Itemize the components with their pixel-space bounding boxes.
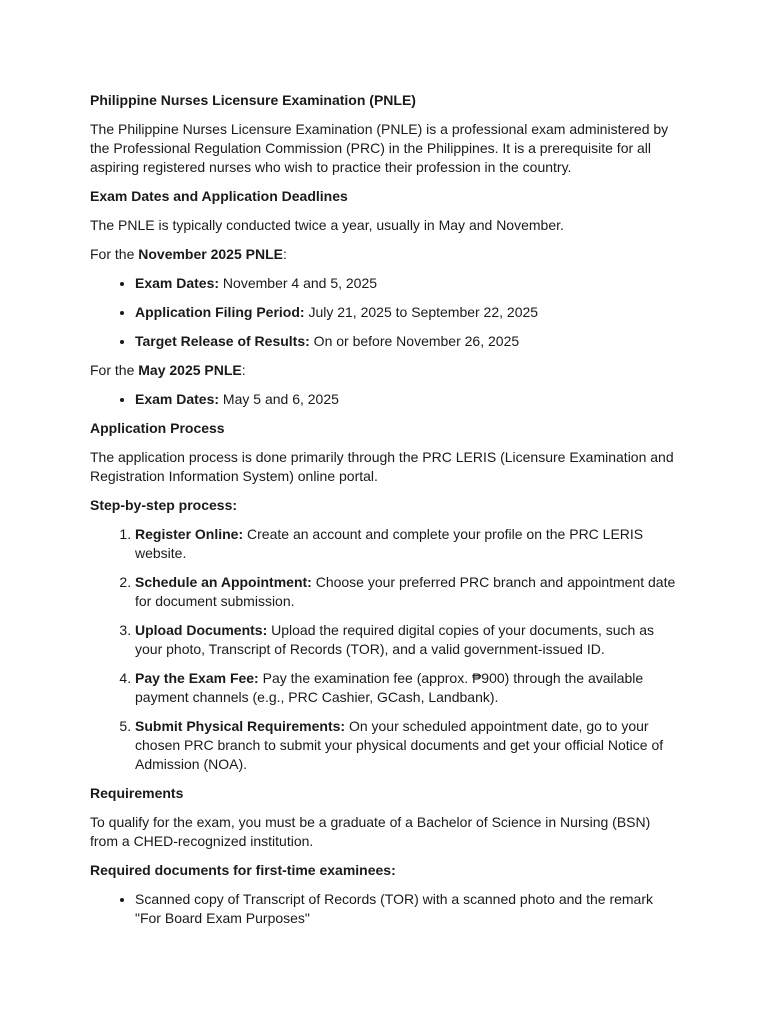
may-intro: For the May 2025 PNLE: (90, 362, 246, 378)
document-page (90, 91, 680, 938)
docs-list (90, 890, 680, 928)
intro-paragraph: The Philippine Nurses Licensure Examination (PNLE) is a professional exam administered by the Professional Regulation Commission (PRC) in the Philippines. It is a prerequisite for all aspiring registered nurses who wish to practice their profession in the country. (90, 121, 669, 175)
exam-dates-text: The PNLE is typically conducted twice a year, usually in May and November. (90, 217, 564, 233)
november-intro: For the November 2025 PNLE: (90, 246, 287, 262)
exam-dates-heading: Exam Dates and Application Deadlines (90, 188, 348, 204)
application-text: The application process is done primarily through the PRC LERIS (Licensure Examination and Registration Information System) online portal. (90, 449, 674, 484)
list-item: 4. Pay the Exam Fee: Pay the examination fee (approx. ₱900) through the available payment channels (e.g., PRC Cashier, GCash, Landbank). (135, 669, 680, 707)
steps-heading: Step-by-step process: (90, 497, 238, 513)
steps-list (90, 525, 680, 774)
requirements-text: To qualify for the exam, you must be a graduate of a Bachelor of Science in Nursing (BSN) from a CHED-recognized institution. (90, 814, 651, 849)
application-heading: Application Process (90, 420, 225, 436)
list-item: • Application Filing Period: July 21, 2025 to September 22, 2025 (135, 303, 680, 322)
may-list (90, 390, 680, 409)
list-item: • Target Release of Results: On or before November 26, 2025 (135, 332, 680, 351)
list-item: • Exam Dates: November 4 and 5, 2025 (135, 274, 680, 293)
document-title: Philippine Nurses Licensure Examination (PNLE) (90, 92, 416, 108)
list-item: • Exam Dates: May 5 and 6, 2025 (135, 390, 680, 409)
list-item: 2. Schedule an Appointment: Choose your preferred PRC branch and appointment date for document submission. (135, 573, 680, 611)
list-item: • Scanned copy of Transcript of Records (TOR) with a scanned photo and the remark "For Board Exam Purposes" (135, 890, 680, 928)
requirements-heading: Requirements (90, 785, 184, 801)
list-item: 5. Submit Physical Requirements: On your scheduled appointment date, go to your chosen PRC branch to submit your physical documents and get your official Notice of Admission (NOA). (135, 717, 680, 774)
list-item: 1. Register Online: Create an account and complete your profile on the PRC LERIS website. (135, 525, 680, 563)
list-item: 3. Upload Documents: Upload the required digital copies of your documents, such as your photo, Transcript of Records (TOR), and a valid government-issued ID. (135, 621, 680, 659)
docs-heading: Required documents for first-time examinees: (90, 862, 396, 878)
november-list (90, 274, 680, 351)
